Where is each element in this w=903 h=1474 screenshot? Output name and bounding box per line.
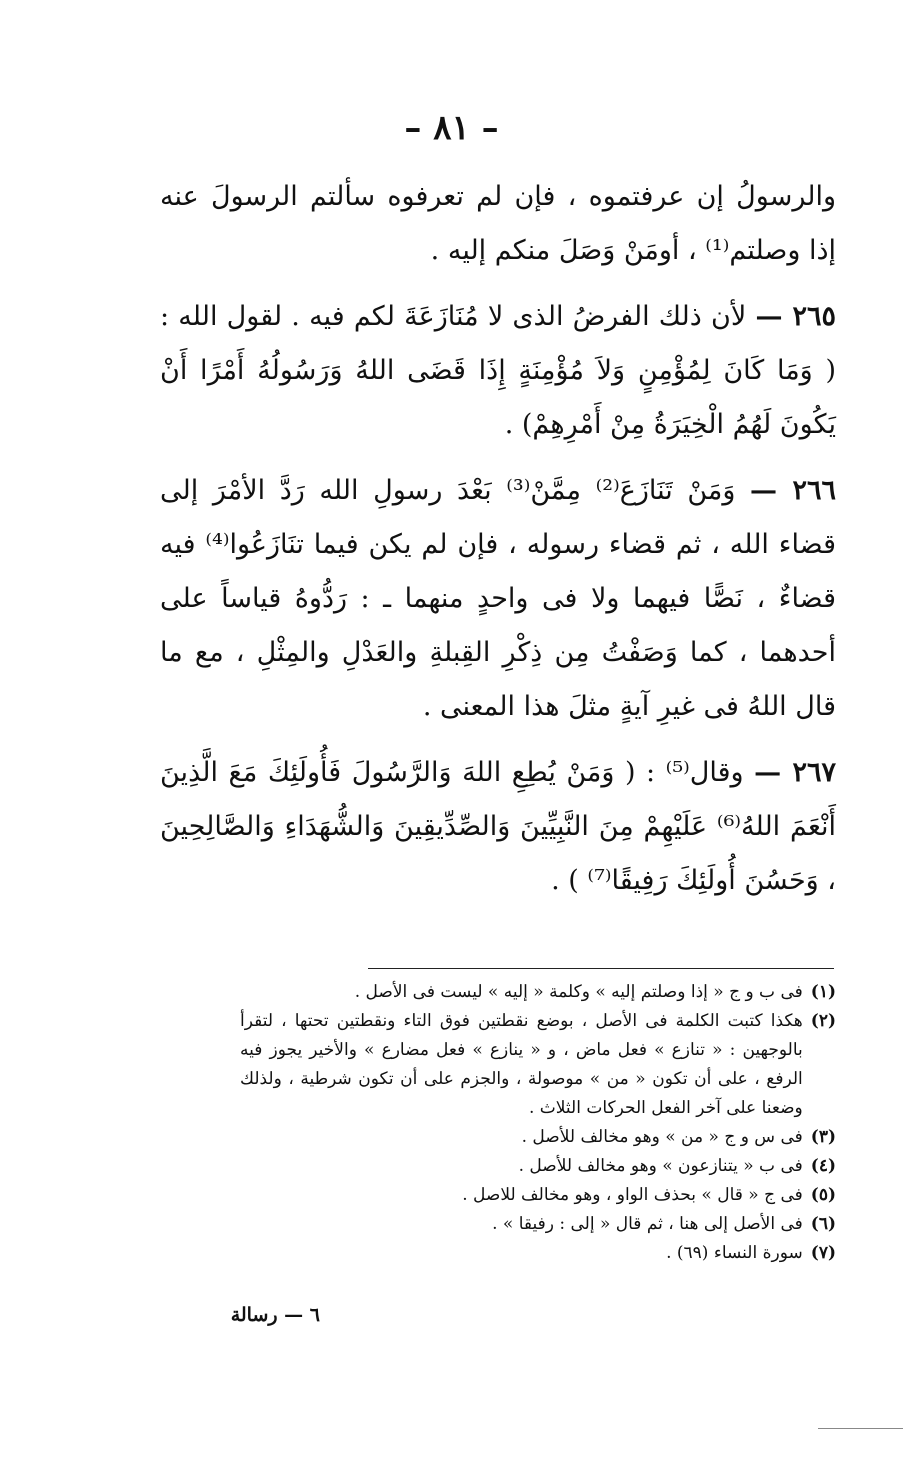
footnote-text: هكذا كتبت الكلمة فى الأصل ، بوضع نقطتين فوق التاء ونقطتين تحتها ، لتقرأ بالوجهين : « تنازع » فعل ماض ، و « ينازع » فعل مضارع » والأخير يجوز فيه الرفع ، على أن تكون « من » موصولة ، والجزم على أن تكون شرطية ، ولذلك وضعنا على آخر الفعل الحركات الثلاث . (240, 1011, 803, 1118)
footnote (240, 1210, 836, 1239)
footnote-text: سورة النساء (٦٩) . (666, 1243, 803, 1263)
footnote-text: فى ج « قال » بحذف الواو ، وهو مخالف للاصل . (462, 1185, 803, 1205)
paragraph-text: لأن ذلك الفرضُ الذى لا مُنَازَعَةَ لكم فيه . لقول الله : ( وَمَا كَانَ لِمُؤْمِنٍ وَلاَ مُؤْمِنَةٍ إِذَا قَضَى اللهُ وَرَسُولُهُ أَمْرًا أَنْ يَكُونَ لَهُمُ الْخِيَرَةُ مِنْ أَمْرِهِمْ) . (160, 301, 836, 440)
footnote-text: فى س و ج « من » وهو مخالف للأصل . (521, 1127, 803, 1147)
footnote-text: فى ب و ج « إذا وصلتم إليه » وكلمة « إليه » ليست فى الأصل . (354, 982, 803, 1002)
footnote-mark: (٥) (810, 1185, 836, 1205)
paragraph (160, 290, 836, 452)
footnote-mark: (٣) (810, 1127, 836, 1147)
footnote (240, 1239, 836, 1268)
footnote-mark: (٧) (810, 1243, 836, 1263)
paragraph (160, 746, 836, 908)
footnote-mark: (٢) (810, 1011, 836, 1031)
footnote (240, 1181, 836, 1210)
paragraph-number: ٢٦٦ — (750, 475, 836, 506)
paragraph (160, 170, 836, 278)
footnote-mark: (٤) (810, 1156, 836, 1176)
footnote (240, 1152, 836, 1181)
scan-edge-line (818, 1428, 903, 1429)
footnote (240, 978, 836, 1007)
printer-signature: ٦ — رسالة (230, 1304, 320, 1326)
page-number: – ٨١ – (404, 108, 499, 148)
footnote-divider (368, 968, 834, 969)
paragraph-text: وَمَنْ تَنَازَعَ⁽²⁾ مِمَّنْ⁽³⁾ بَعْدَ رسولِ الله رَدَّ الأمْرَ إلى قضاء الله ، ثم قضاء رسوله ، فإن لم يكن فيما تنَازَعُوا⁽⁴⁾ فيه قضاءٌ ، نَصًّا فيهما ولا فى واحدٍ منهما ـ : رَدُّوهُ قياساً على أحدهما ، كما وَصَفْتُ مِن ذِكْرِ القِبلةِ والعَدْلِ والمِثْلِ ، مع ما قال اللهُ فى غيرِ آيةٍ مثلَ هذا المعنى . (160, 475, 836, 722)
footnote-text: فى الأصل إلى هنا ، ثم قال « إلى : رفيقا » . (492, 1214, 803, 1234)
paragraph (160, 464, 836, 734)
footnote (240, 1007, 836, 1123)
paragraph-number: ٢٦٥ — (755, 301, 836, 332)
paragraph-text: والرسولُ إن عرفتموه ، فإن لم تعرفوه سألتم الرسولَ عنه إذا وصلتم⁽¹⁾ ، أومَنْ وَصَلَ منكم إليه . (160, 181, 836, 266)
paragraph-text: وقال⁽⁵⁾ : ( وَمَنْ يُطِعِ اللهَ وَالرَّسُولَ فَأُولَئِكَ مَعَ الَّذِينَ أَنْعَمَ اللهُ⁽⁶⁾ عَلَيْهِمْ مِنَ النَّبِيِّينَ وَالصِّدِّيقِينَ وَالشُّهَدَاءِ وَالصَّالِحِينَ ، وَحَسُنَ أُولَئِكَ رَفِيقًا⁽⁷⁾ ) . (160, 757, 836, 896)
footnotes (240, 978, 836, 1268)
footnote-text: فى ب « يتنازعون » وهو مخالف للأصل . (518, 1156, 803, 1176)
main-text (160, 170, 836, 920)
footnote-mark: (٦) (810, 1214, 836, 1234)
footnote-mark: (١) (810, 982, 836, 1002)
paragraph-number: ٢٦٧ — (754, 757, 836, 788)
footnote (240, 1123, 836, 1152)
